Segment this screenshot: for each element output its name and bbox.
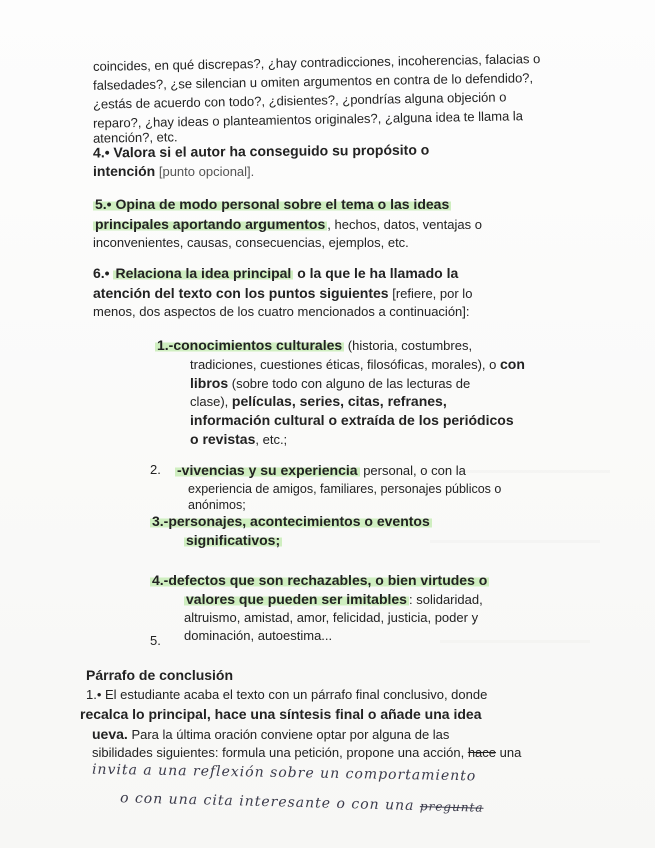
point-5-bold: principales aportando argumentos [95, 216, 326, 232]
item-2-text: personal, o con la [363, 463, 466, 478]
item-1-text: (sobre todo con alguno de las lecturas de [231, 376, 471, 391]
point-6-line [93, 285, 472, 302]
item-4-line: altruismo, amistad, amor, felicidad, justicia, poder y [184, 610, 479, 625]
point-5-line: inconvenientes, causas, consecuencias, ejemplos, etc. [93, 235, 409, 250]
point-6-bold: o la que le ha llamado la [297, 265, 459, 281]
conclusion-struck: hace [467, 745, 497, 760]
conclusion-line: recalca lo principal, hace una síntesis final o añade una idea [80, 706, 482, 722]
item-3-highlight: significativos; [186, 532, 281, 548]
item-1-text: clase), [190, 394, 229, 409]
intro-line: ¿estás de acuerdo con todo?, ¿disientes?, ¿pondrías alguna objeción o [92, 89, 507, 112]
point-4-line [93, 163, 254, 180]
item-2-line [175, 462, 466, 479]
point-6-highlight: Relaciona la idea principal [115, 265, 292, 281]
point-5-heading [93, 196, 451, 212]
item-3-line [184, 532, 282, 548]
item-3-highlight: 3.-personajes, acontecimientos o eventos [152, 513, 430, 529]
item-4-bold: valores que pueden ser imitables [186, 591, 407, 607]
point-4-bold: intención [93, 163, 156, 179]
intro-line: falsedades?, ¿se silencian u omiten argumentos en contra de lo defendido?, [92, 70, 534, 93]
point-5-text: , hechos, datos, ventajas o [327, 217, 482, 232]
point-5-line [93, 216, 482, 233]
handwritten-line: invita a una reflexión sobre un comportamiento [91, 761, 477, 785]
bleed-through-mark [430, 540, 600, 543]
bleed-through-mark [440, 640, 590, 643]
item-1-text: , etc.; [255, 432, 288, 447]
item-1-bold: películas, series, citas, refranes, [231, 393, 447, 409]
item-1-line [190, 393, 447, 410]
conclusion-text: Para la última oración conviene optar por alguna de las [131, 727, 450, 742]
item-1-bold: 1.-conocimientos culturales [157, 337, 343, 353]
item-1-text: tradiciones, cuestiones éticas, filosóficas, morales), o [190, 357, 497, 372]
point-5-highlight: 5.• Opina de modo personal sobre el tema o las ideas [95, 196, 450, 212]
conclusion-title: Párrafo de conclusión [86, 667, 234, 683]
conclusion-line [92, 726, 449, 743]
conclusion-text: sibilidades siguientes: formula una petición, propone una acción, [92, 745, 465, 760]
point-6-bold: atención del texto con los puntos siguientes [93, 285, 389, 301]
point-6-number: 6.• [93, 265, 110, 281]
conclusion-line: 1.• El estudiante acaba el texto con un párrafo final conclusivo, donde [86, 687, 488, 702]
handwritten-text: o con una cita interesante o con una [119, 790, 415, 814]
point-6-line: menos, dos aspectos de los cuatro mencionados a continuación]: [93, 304, 470, 319]
conclusion-text: una [499, 745, 522, 760]
intro-line: reparo?, ¿hay ideas o planteamientos originales?, ¿alguna idea te llama la [92, 108, 524, 131]
item-4-line [184, 591, 483, 608]
item-1-bold: o revistas [190, 431, 256, 447]
item-1-line [155, 337, 472, 354]
item-1-line: información cultural o extraída de los periódicos [190, 412, 514, 428]
item-2-line: experiencia de amigos, familiares, personajes públicos o [188, 482, 502, 496]
handwritten-line [120, 790, 484, 816]
item-1-bold: libros [190, 375, 229, 391]
item-1-text: (historia, costumbres, [347, 338, 473, 353]
item-3-line [150, 513, 432, 529]
intro-line: coincides, en qué discrepas?, ¿hay contradicciones, incoherencias, falacias o [92, 51, 541, 74]
point-6-text: [refiere, por lo [392, 286, 473, 301]
item-4-line [150, 572, 489, 588]
item-2-line: anónimos; [188, 498, 246, 512]
point-4-heading: 4.• Valora si el autor ha conseguido su propósito o [92, 141, 430, 161]
handwritten-struck: pregunta [419, 799, 484, 815]
item-5-number: 5. [150, 633, 161, 648]
conclusion-line [92, 745, 521, 761]
intro-line: atención?, etc. [92, 129, 178, 146]
item-2-number: 2. [150, 462, 161, 477]
item-2-bold: -vivencias y su experiencia [177, 462, 358, 478]
item-4-text: : solidaridad, [408, 592, 483, 607]
item-1-line [190, 356, 525, 373]
item-1-line [190, 375, 470, 392]
item-1-bold: con [499, 356, 525, 372]
conclusion-bold: ueva. [92, 726, 128, 742]
item-1-line [190, 431, 287, 448]
item-4-highlight: 4.-defectos que son rechazables, o bien virtudes o [152, 572, 488, 588]
point-6-heading [93, 265, 458, 281]
item-4-line: dominación, autoestima... [184, 628, 333, 643]
point-4-note: [punto opcional]. [158, 164, 255, 179]
